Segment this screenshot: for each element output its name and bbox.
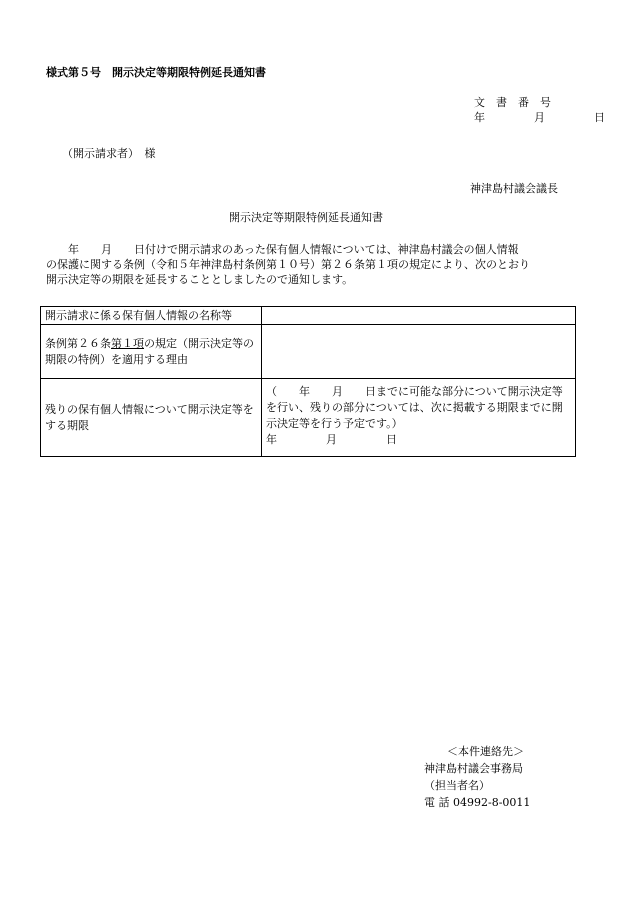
contact-phone: 電 話 04992-8-0011: [424, 796, 531, 809]
document-date: 年 月 日: [474, 111, 614, 124]
body-line-1: 年 月 日付けで開示請求のあった保有個人情報については、神津島村議会の個人情報: [46, 243, 519, 256]
row-value-info-name: [262, 307, 576, 325]
body-paragraph: [46, 242, 582, 287]
table-row: [41, 307, 576, 325]
row-label-deadline: 残りの保有個人情報について開示決定等をする期限: [41, 379, 262, 457]
contact-heading: ＜本件連絡先＞: [447, 745, 524, 758]
issuer: 神津島村議会議長: [470, 182, 558, 195]
row-value-reason: [262, 325, 576, 379]
contact-office: 神津島村議会事務局: [424, 762, 523, 775]
table-row: [41, 379, 576, 457]
document-number: 文 書 番 号: [474, 96, 551, 109]
body-line-2: の保護に関する条例（令和５年神津島村条例第１０号）第２６条第１項の規定により、次のとおり: [46, 258, 530, 271]
row-label-reason: 条例第２６条第１項の規定（開示決定等の期限の特例）を適用する理由: [41, 325, 262, 379]
underlined-clause: 第１項: [111, 336, 144, 350]
addressee: （開示請求者） 様: [62, 147, 156, 160]
row-value-deadline: [262, 379, 576, 457]
body-line-3: 開示決定等の期限を延長することとしましたので通知します。: [46, 273, 354, 286]
deadline-note: （ 年 月 日までに可能な部分について開示決定等を行い、残りの部分については、次に掲載する期限までに開示決定等を行う予定です。）: [266, 385, 563, 430]
notice-table: [40, 306, 576, 457]
row-label-info-name: 開示請求に係る保有個人情報の名称等: [41, 307, 262, 325]
document-title: 開示決定等期限特例延長通知書: [229, 211, 383, 224]
form-number: 様式第５号 開示決定等期限特例延長通知書: [46, 66, 266, 79]
deadline-date: 年 月 日: [266, 433, 406, 446]
table-row: [41, 325, 576, 379]
contact-person: （担当者名）: [424, 779, 490, 792]
